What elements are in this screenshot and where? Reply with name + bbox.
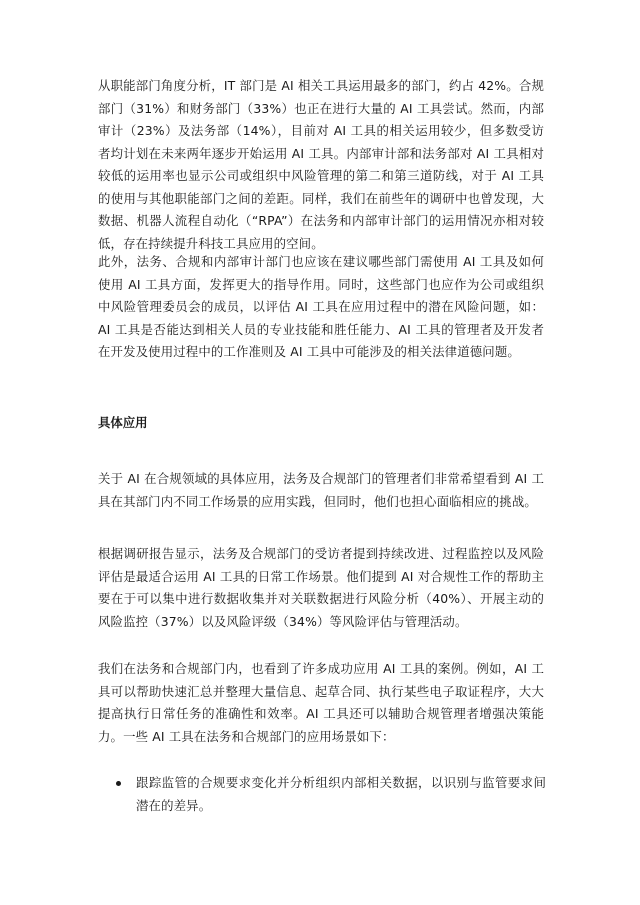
- paragraph-functional-analysis: 从职能部门角度分析，IT 部门是 AI 相关工具运用最多的部门，约占 42%。合规部门（31%）和财务部门（33%）也正在进行大量的 AI 工具尝试。然而，内部审计（23%）及法务部（14%），目前对 AI 工具的相关运用较少，但多数受访者均计划在未来两年逐步开始运用 AI 工具。内部审计部和法务部对 AI 工具相对较低的运用率也显示公司或组织中风险管理的第二和第三道防线，对于 AI 工具的使用与其他职能部门之间的差距。同样，我们在前些年的调研中也曾发现，大数据、机器人流程自动化（“RPA”）在法务和内部审计部门的运用情况亦相对较低，存在持续提升科技工具应用的空间。: [98, 78, 544, 251]
- paragraph-specific-application: 关于 AI 在合规领域的具体应用，法务及合规部门的管理者们非常希望看到 AI 工具在其部门内不同工作场景的应用实践，但同时，他们也担心面临相应的挑战。: [98, 471, 544, 509]
- list-item-text: 跟踪监管的合规要求变化并分析组织内部相关数据，以识别与监管要求间潜在的差异。: [136, 775, 546, 813]
- bullet-icon: [116, 781, 121, 786]
- paragraph-success-cases: 我们在法务和合规部门内，也看到了许多成功应用 AI 工具的案例。例如，AI 工具可以帮助快速汇总并整理大量信息、起草合同、执行某些电子取证程序，大大提高执行日常任务的准确性和效率。AI 工具还可以辅助合规管理者增强决策能力。一些 AI 工具在法务和合规部门的应用场景如下：: [98, 661, 544, 744]
- paragraph-guidance-role: 此外，法务、合规和内部审计部门也应该在建议哪些部门需使用 AI 工具及如何使用 AI 工具方面，发挥更大的指导作用。同时，这些部门也应作为公司或组织中风险管理委员会的成员，以评估 AI 工具在应用过程中的潜在风险问题，如：AI 工具是否能达到相关人员的专业技能和胜任能力、AI 工具的管理者及开发者在开发及使用过程中的工作准则及 AI 工具中可能涉及的相关法律道德问题。: [98, 254, 544, 359]
- section-heading: 具体应用: [98, 415, 148, 430]
- paragraph-survey-results: 根据调研报告显示，法务及合规部门的受访者提到持续改进、过程监控以及风险评估是最适合运用 AI 工具的日常工作场景。他们提到 AI 对合规性工作的帮助主要在于可以集中进行数据收集并对关联数据进行风险分析（40%）、开展主动的风险监控（37%）以及风险评级（34%）等风险评估与管理活动。: [98, 546, 544, 629]
